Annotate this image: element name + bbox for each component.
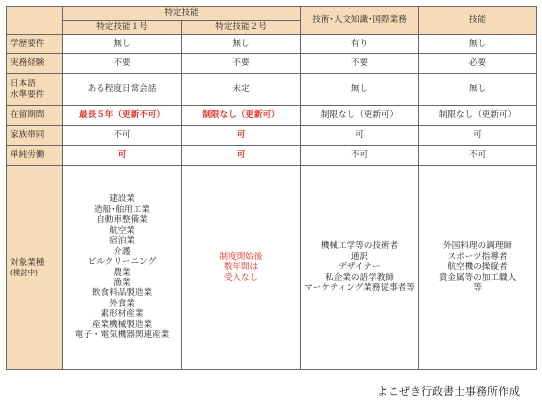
table-row	[7, 54, 537, 74]
table-row	[7, 146, 537, 166]
row-label: 単純労働	[7, 146, 63, 166]
table-row-industries	[7, 166, 537, 370]
list-item: 等	[473, 283, 482, 294]
table-cell: 必要	[419, 54, 537, 74]
table-cell: 不可	[419, 146, 537, 166]
table-cell: 不要	[182, 54, 301, 74]
table-cell: 無し	[419, 35, 537, 54]
row-label: 家族帯同	[7, 126, 63, 146]
row-label: 実務経験	[7, 54, 63, 74]
row-label: 在留期間	[7, 106, 63, 126]
list-item: ビルクリーニング	[87, 257, 157, 268]
table-row	[7, 35, 537, 54]
list-item: 外国料理の調理師	[443, 241, 512, 252]
list-item: デザイナー	[338, 262, 381, 273]
table-cell: 無し	[182, 35, 301, 54]
list-item: 貴金属等の加工職人	[438, 272, 517, 283]
table-cell-highlight: 可	[182, 146, 301, 166]
table-row	[7, 74, 537, 106]
table-cell: 有り	[301, 35, 419, 54]
list-item: 航空業	[109, 225, 135, 236]
table-cell-highlight: 可	[63, 146, 182, 166]
list-item: 制度開始後	[219, 251, 263, 262]
list-item: 自動車整備業	[96, 215, 148, 226]
header-tokutei-group: 特定技能	[63, 7, 301, 21]
list-item: 農業	[113, 267, 131, 278]
list-item: 外食業	[109, 298, 135, 309]
table-cell-highlight: 最長５年（更新不可）	[63, 106, 182, 126]
list-item: 素形材産業	[100, 309, 144, 320]
row-label-line: 水準要件	[10, 89, 45, 100]
header-ginou: 技能	[419, 7, 537, 35]
list-item: 産業機械製造業	[91, 319, 153, 330]
industries-col1	[63, 166, 182, 370]
industries-col4	[419, 166, 537, 370]
list-item: 通訳	[350, 251, 369, 262]
table-row	[7, 106, 537, 126]
table-cell: 可	[301, 126, 419, 146]
list-item: 宿泊業	[109, 236, 135, 247]
table-cell: 制限なし（更新可）	[301, 106, 419, 126]
credit-text: よこぜき行政書士事務所作成	[377, 385, 520, 398]
table-cell: 未定	[182, 74, 301, 106]
table-cell: 可	[419, 126, 537, 146]
list-item: 航空機の操縦者	[447, 262, 508, 273]
header-tokutei-2: 特定技能２号	[182, 21, 301, 35]
corner-cell	[7, 7, 63, 35]
list-item: 建設業	[109, 194, 135, 205]
table-cell: 不可	[63, 126, 182, 146]
industries-label: 対象業種	[10, 257, 45, 268]
row-label-line: 日本語	[10, 79, 36, 90]
industries-sublabel: (検討中)	[10, 268, 38, 278]
row-label	[7, 166, 63, 370]
table-row	[7, 126, 537, 146]
list-item: 私企業の語学教師	[325, 272, 394, 283]
list-item: マーケティング業務従事者等	[304, 283, 415, 294]
table-cell: 不可	[301, 146, 419, 166]
industries-col3	[301, 166, 419, 370]
table-cell: 無し	[63, 35, 182, 54]
table-cell-highlight: 可	[182, 126, 301, 146]
industries-col2	[182, 166, 301, 370]
table-cell: 無し	[301, 74, 419, 106]
table-cell: 無し	[419, 74, 537, 106]
list-item: 漁業	[113, 277, 131, 288]
table-cell: 制限なし（更新可）	[419, 106, 537, 126]
row-label	[7, 74, 63, 106]
list-item: 受入なし	[223, 272, 259, 283]
list-item: 飲食料品製造業	[91, 288, 153, 299]
header-gijinkoku: 技術･人文知識･国際業務	[301, 7, 419, 35]
comparison-table	[6, 6, 537, 370]
list-item: 造船･舶用工業	[94, 204, 150, 215]
list-item: 機械工学等の技術者	[320, 241, 399, 252]
row-label: 学歴要件	[7, 35, 63, 54]
table-cell: ある程度日常会話	[63, 74, 182, 106]
list-item: スポーツ指導者	[447, 251, 508, 262]
list-item: 介護	[113, 246, 131, 257]
list-item: 数年間は	[223, 262, 259, 273]
list-item: 電子・電気機器関連産業	[74, 330, 170, 341]
header-tokutei-1: 特定技能１号	[63, 21, 182, 35]
table-cell: 不要	[301, 54, 419, 74]
table-cell: 不要	[63, 54, 182, 74]
table-cell-highlight: 制限なし（更新可）	[182, 106, 301, 126]
